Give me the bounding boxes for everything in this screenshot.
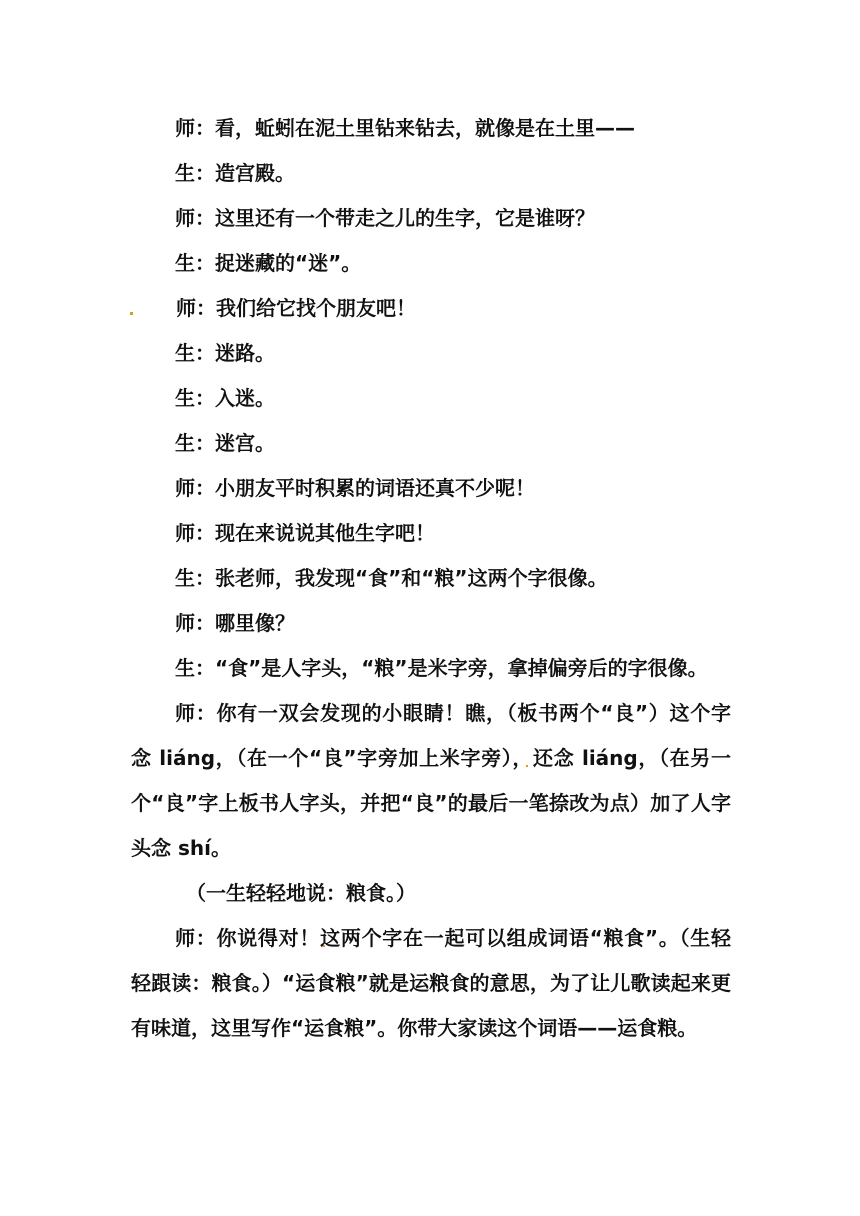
dialogue-line: 生：“食”是人字头，“粮”是米字旁，拿掉偏旁后的字很像。 [175,656,708,680]
dialogue-line: 师：这里还有一个带走之儿的生字，它是谁呀？ [175,206,595,230]
annotation-mark [130,312,133,315]
dialogue-paragraph: 师：你有一双会发现的小眼睛！瞧，（板书两个“良”）这个字念 liáng，（在一个“良”字旁加上米字旁），还念 liáng，（在另一个“良”字上板书人字头，并把“良”的最后一笔捺改为点）加了人字头念 shí。 [131,701,731,860]
dialogue-line: 生：张老师，我发现“食”和“粮”这两个字很像。 [175,566,608,590]
dialogue-line: 生：入迷。 [175,386,275,410]
dialogue-paragraph: 师：你说得对！这两个字在一起可以组成词语“粮食”。（生轻轻跟读：粮食。）“运食粮”就是运粮食的意思，为了让儿歌读起来更有味道，这里写作“运食粮”。你带大家读这个词语——运食粮。 [131,926,731,1040]
dialogue-line: 师：我们给它找个朋友吧！ [176,296,416,320]
dialogue-line: 生：迷路。 [175,341,275,365]
dialogue-line: 生：迷宫。 [175,431,275,455]
dialogue-line: 师：看，蚯蚓在泥土里钻来钻去，就像是在土里—— [175,116,635,140]
dialogue-line: 生：捉迷藏的“迷”。 [175,251,362,275]
dialogue-line: 生：造宫殿。 [175,161,295,185]
dialogue-line: 师：哪里像？ [175,611,295,635]
dialogue-line: 师：小朋友平时积累的词语还真不少呢！ [175,476,535,500]
dialogue-line: 师：现在来说说其他生字吧！ [175,521,435,545]
stage-note-line: （一生轻轻地说：粮食。） [186,881,416,905]
